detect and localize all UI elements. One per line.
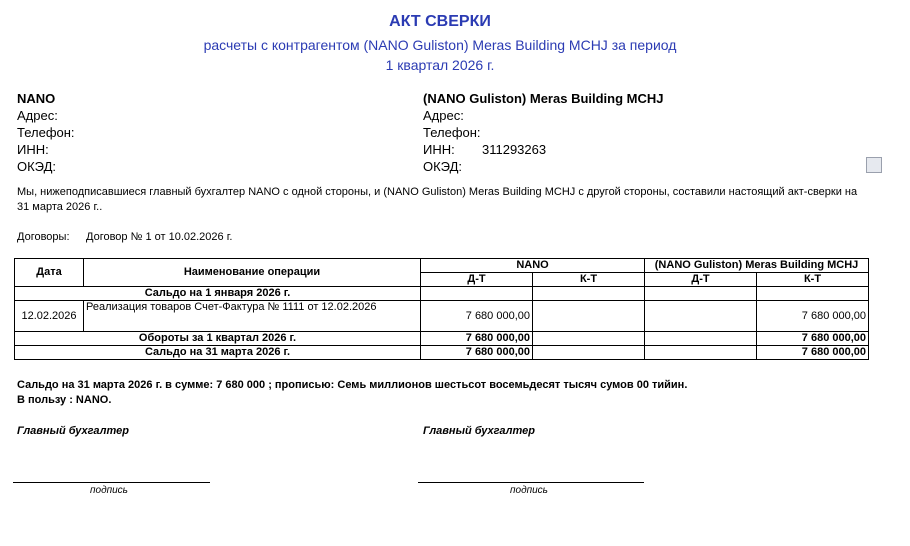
closing-balance-label: Сальдо на 31 марта 2026 г. [15, 346, 421, 360]
party-right-inn-label: ИНН: [423, 142, 455, 157]
turnover-label: Обороты за 1 квартал 2026 г. [15, 332, 421, 346]
party-left-address-label: Адрес: [17, 108, 58, 123]
left-dt-header: Д-Т [421, 273, 533, 287]
closing-right-kt: 7 680 000,00 [757, 346, 869, 360]
signature-right-title: Главный бухгалтер [423, 425, 535, 437]
table-row [15, 301, 869, 332]
checkbox[interactable] [866, 157, 882, 173]
document-period: 1 квартал 2026 г. [385, 57, 495, 73]
closing-balance-row [15, 346, 869, 360]
party-right-okud-label: ОКЭД: [423, 159, 463, 174]
row-left-kt [533, 301, 645, 332]
right-dt-header: Д-Т [645, 273, 757, 287]
row-left-dt: 7 680 000,00 [421, 301, 533, 332]
turnover-right-dt [645, 332, 757, 346]
opening-left-kt [533, 287, 645, 301]
party-right-phone-label: Телефон: [423, 125, 481, 140]
party-left-name: NANO [17, 91, 56, 106]
opening-left-dt [421, 287, 533, 301]
signature-left-line [13, 482, 210, 483]
summary-in-favor: В пользу : NANO. [17, 394, 112, 406]
party-left-inn-label: ИНН: [17, 142, 49, 157]
reconciliation-table [14, 258, 869, 360]
party-right-inn-value: 311293263 [482, 142, 547, 157]
table-header-row [15, 259, 869, 273]
turnover-row [15, 332, 869, 346]
party-left-okud-label: ОКЭД: [17, 159, 57, 174]
row-operation: Реализация товаров Счет-Фактура № 1111 от 12.02.2026 [84, 301, 421, 332]
opening-balance-row [15, 287, 869, 301]
party-right-name: (NANO Guliston) Meras Building MCHJ [423, 91, 664, 106]
document-subtitle: расчеты с контрагентом (NANO Guliston) Meras Building MCHJ за период [203, 37, 677, 53]
signature-right-caption: подпись [510, 485, 548, 496]
turnover-left-dt: 7 680 000,00 [421, 332, 533, 346]
opening-balance-label: Сальдо на 1 января 2026 г. [15, 287, 421, 301]
opening-right-dt [645, 287, 757, 301]
closing-right-dt [645, 346, 757, 360]
col-date-header: Дата [15, 259, 84, 287]
left-kt-header: К-Т [533, 273, 645, 287]
opening-right-kt [757, 287, 869, 301]
col-operation-header: Наименование операции [84, 259, 421, 287]
row-right-dt [645, 301, 757, 332]
row-date: 12.02.2026 [15, 301, 84, 332]
signature-right-line [418, 482, 644, 483]
group-right-header: (NANO Guliston) Meras Building MCHJ [645, 259, 869, 273]
right-kt-header: К-Т [757, 273, 869, 287]
document-title: АКТ СВЕРКИ [389, 13, 491, 30]
turnover-right-kt: 7 680 000,00 [757, 332, 869, 346]
signature-left-caption: подпись [90, 485, 128, 496]
party-left-phone-label: Телефон: [17, 125, 75, 140]
signature-left-title: Главный бухгалтер [17, 425, 129, 437]
intro-text-line1: Мы, нижеподписавшиеся главный бухгалтер NANO с одной стороны, и (NANO Guliston) Meras Building MCHJ с другой стороны, составили настоящий акт-сверки на [17, 186, 858, 198]
party-right-address-label: Адрес: [423, 108, 464, 123]
turnover-left-kt [533, 332, 645, 346]
intro-text-line2: 31 марта 2026 г.. [17, 201, 103, 213]
closing-left-kt [533, 346, 645, 360]
summary-balance: Сальдо на 31 марта 2026 г. в сумме: 7 680 000 ; прописью: Семь миллионов шестьсот восемьдесят тысяч сумов 00 тийин. [17, 379, 688, 391]
group-left-header: NANO [421, 259, 645, 273]
contracts-value: Договор № 1 от 10.02.2026 г. [86, 231, 233, 243]
contracts-label: Договоры: [17, 231, 70, 243]
closing-left-dt: 7 680 000,00 [421, 346, 533, 360]
row-right-kt: 7 680 000,00 [757, 301, 869, 332]
